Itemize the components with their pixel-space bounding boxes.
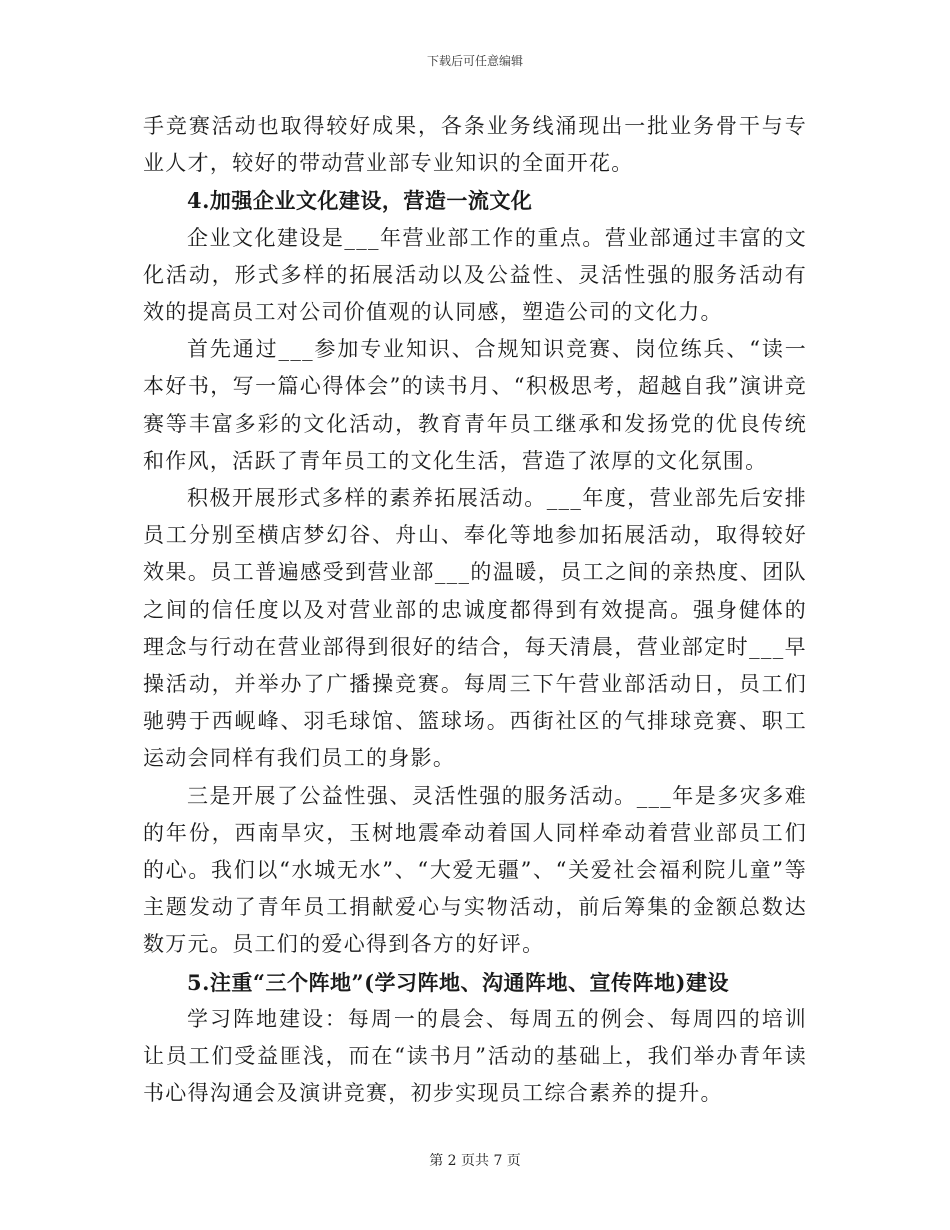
section-heading-4: 4.加强企业文化建设，营造一流文化 bbox=[187, 188, 533, 214]
document-body bbox=[143, 108, 807, 1112]
header-note: 下载后可任意编辑 bbox=[426, 54, 523, 68]
paragraph-culture-intro: 企业文化建设是___年营业部工作的重点。营业部通过丰富的文化活动，形式多样的拓展活动以及公益性、灵活性强的服务活动有效的提高员工对公司价值观的认同感，塑造公司的文化力。 bbox=[143, 225, 807, 325]
paragraph-public-service: 三是开展了公益性强、灵活性强的服务活动。___年是多灾多难的年份，西南旱灾，玉树地震牵动着国人同样牵动着营业部员工们的心。我们以“水城无水”、“大爱无疆”、“关爱社会福利院儿童”等主题发动了青年员工捐献爱心与实物活动，前后筹集的金额总数达数万元。员工们的爱心得到各方的好评。 bbox=[143, 783, 807, 957]
paragraph-outreach-activities: 积极开展形式多样的素养拓展活动。___年度，营业部先后安排员工分别至横店梦幻谷、舟山、奉化等地参加拓展活动，取得较好效果。员工普遍感受到营业部___的温暖，员工之间的亲热度、团队之间的信任度以及对营业部的忠诚度都得到有效提高。强身健体的理念与行动在营业部得到很好的结合，每天清晨，营业部定时___早操活动，并举办了广播操竞赛。每周三下午营业部活动日，员工们驰骋于西岘峰、羽毛球馆、篮球场。西街社区的气排球竞赛、职工运动会同样有我们员工的身影。 bbox=[143, 486, 807, 771]
paragraph-culture-activities: 首先通过___参加专业知识、合规知识竞赛、岗位练兵、“读一本好书，写一篇心得体会”的读书月、“积极思考，超越自我”演讲竞赛等丰富多彩的文化活动，教育青年员工继承和发扬党的优良传统和作风，活跃了青年员工的文化生活，营造了浓厚的文化氛围。 bbox=[143, 337, 807, 473]
page-number: 第 2 页共 7 页 bbox=[429, 1153, 521, 1169]
paragraph-continuation: 手竞赛活动也取得较好成果，各条业务线涌现出一批业务骨干与专业人才，较好的带动营业部专业知识的全面开花。 bbox=[143, 114, 807, 176]
paragraph-learning-base: 学习阵地建设：每周一的晨会、每周五的例会、每周四的培训让员工们受益匪浅，而在“读书月”活动的基础上，我们举办青年读书心得沟通会及演讲竞赛，初步实现员工综合素养的提升。 bbox=[143, 1006, 807, 1106]
section-heading-5: 5.注重“三个阵地”(学习阵地、沟通阵地、宣传阵地)建设 bbox=[187, 969, 729, 995]
